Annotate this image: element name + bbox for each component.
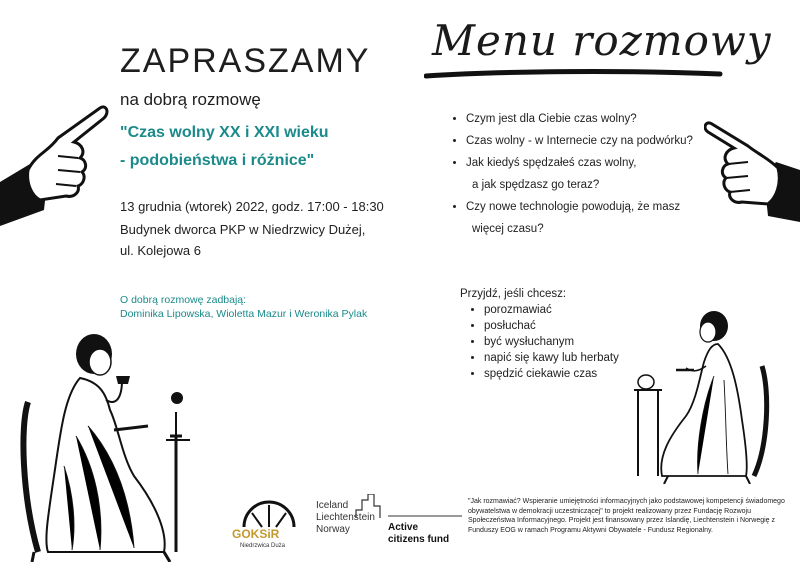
pointing-hand-left-icon bbox=[0, 98, 110, 228]
menu-underline bbox=[424, 68, 724, 82]
question-text: Czas wolny - w Internecie czy na podwórku? bbox=[466, 135, 693, 147]
wishes-list bbox=[470, 302, 619, 382]
citizens-fund-label: citizens fund bbox=[388, 534, 450, 545]
list-item bbox=[466, 130, 726, 152]
project-note: "Jak rozmawiać? Wspieranie umiejętności informacyjnych jako podstawowej kompetencji świadomego obywatelstwa w demokracji uczestniczącej" to projekt realizowany przez Fundację Rozwoju Społeczeństwa Informacyjnego. Projekt jest finansowany przez Islandię, Liechtenstein i Norwegię z Funduszy EOG w ramach Programu Aktywni Obywatele - Fundusz Regionalny. bbox=[468, 498, 785, 534]
woman-tea-right-illustration bbox=[628, 306, 778, 484]
hosts-names: Dominika Lipowska, Wioletta Mazur i Weronika Pylak bbox=[120, 308, 368, 320]
topic-line-2: - podobieństwa i różnice" bbox=[120, 152, 315, 169]
list-item: • posłuchać bbox=[484, 318, 619, 334]
hosts-label: O dobrą rozmowę zadbają: bbox=[120, 294, 247, 306]
list-item: • spędzić ciekawie czas bbox=[484, 366, 619, 382]
question-continuation: więcej czasu? bbox=[472, 223, 544, 235]
list-item: • porozmawiać bbox=[484, 302, 619, 318]
list-item bbox=[466, 196, 726, 240]
question-text: Jak kiedyś spędzałeś czas wolny, bbox=[466, 157, 637, 169]
list-item: • być wysłuchanym bbox=[484, 334, 619, 350]
page-subtitle: na dobrą rozmowę bbox=[120, 90, 261, 109]
menu-questions bbox=[452, 108, 726, 240]
active-citizens-logo-icon bbox=[354, 494, 464, 520]
menu-title: Menu rozmowy bbox=[432, 16, 772, 65]
active-citizens-fund bbox=[388, 522, 449, 546]
goksir-name: GOKSiR bbox=[232, 527, 280, 541]
topic-line-1: "Czas wolny XX i XXI wieku bbox=[120, 124, 329, 141]
event-place-line-1: Budynek dworca PKP w Niedrzwicy Dużej, bbox=[120, 222, 366, 237]
question-text: Czym jest dla Ciebie czas wolny? bbox=[466, 113, 637, 125]
event-place-line-2: ul. Kolejowa 6 bbox=[120, 243, 201, 258]
question-continuation: a jak spędzasz go teraz? bbox=[472, 179, 600, 191]
event-date: 13 grudnia (wtorek) 2022, godz. 17:00 - 18:30 bbox=[120, 199, 384, 214]
country-liechtenstein: Liechtenstein bbox=[316, 512, 375, 523]
list-item: • napić się kawy lub herbaty bbox=[484, 350, 619, 366]
active-label: Active bbox=[388, 522, 419, 533]
question-text: Czy nowe technologie powodują, że masz bbox=[466, 201, 681, 213]
country-iceland: Iceland bbox=[316, 500, 349, 511]
come-label: Przyjdź, jeśli chcesz: bbox=[460, 288, 567, 300]
list-item bbox=[466, 152, 726, 196]
page-title: ZAPRASZAMY bbox=[120, 42, 371, 80]
list-item bbox=[466, 108, 726, 130]
country-norway: Norway bbox=[316, 524, 350, 535]
goksir-location: Niedrzwica Duża bbox=[240, 543, 286, 549]
woman-tea-left-illustration bbox=[14, 326, 199, 562]
